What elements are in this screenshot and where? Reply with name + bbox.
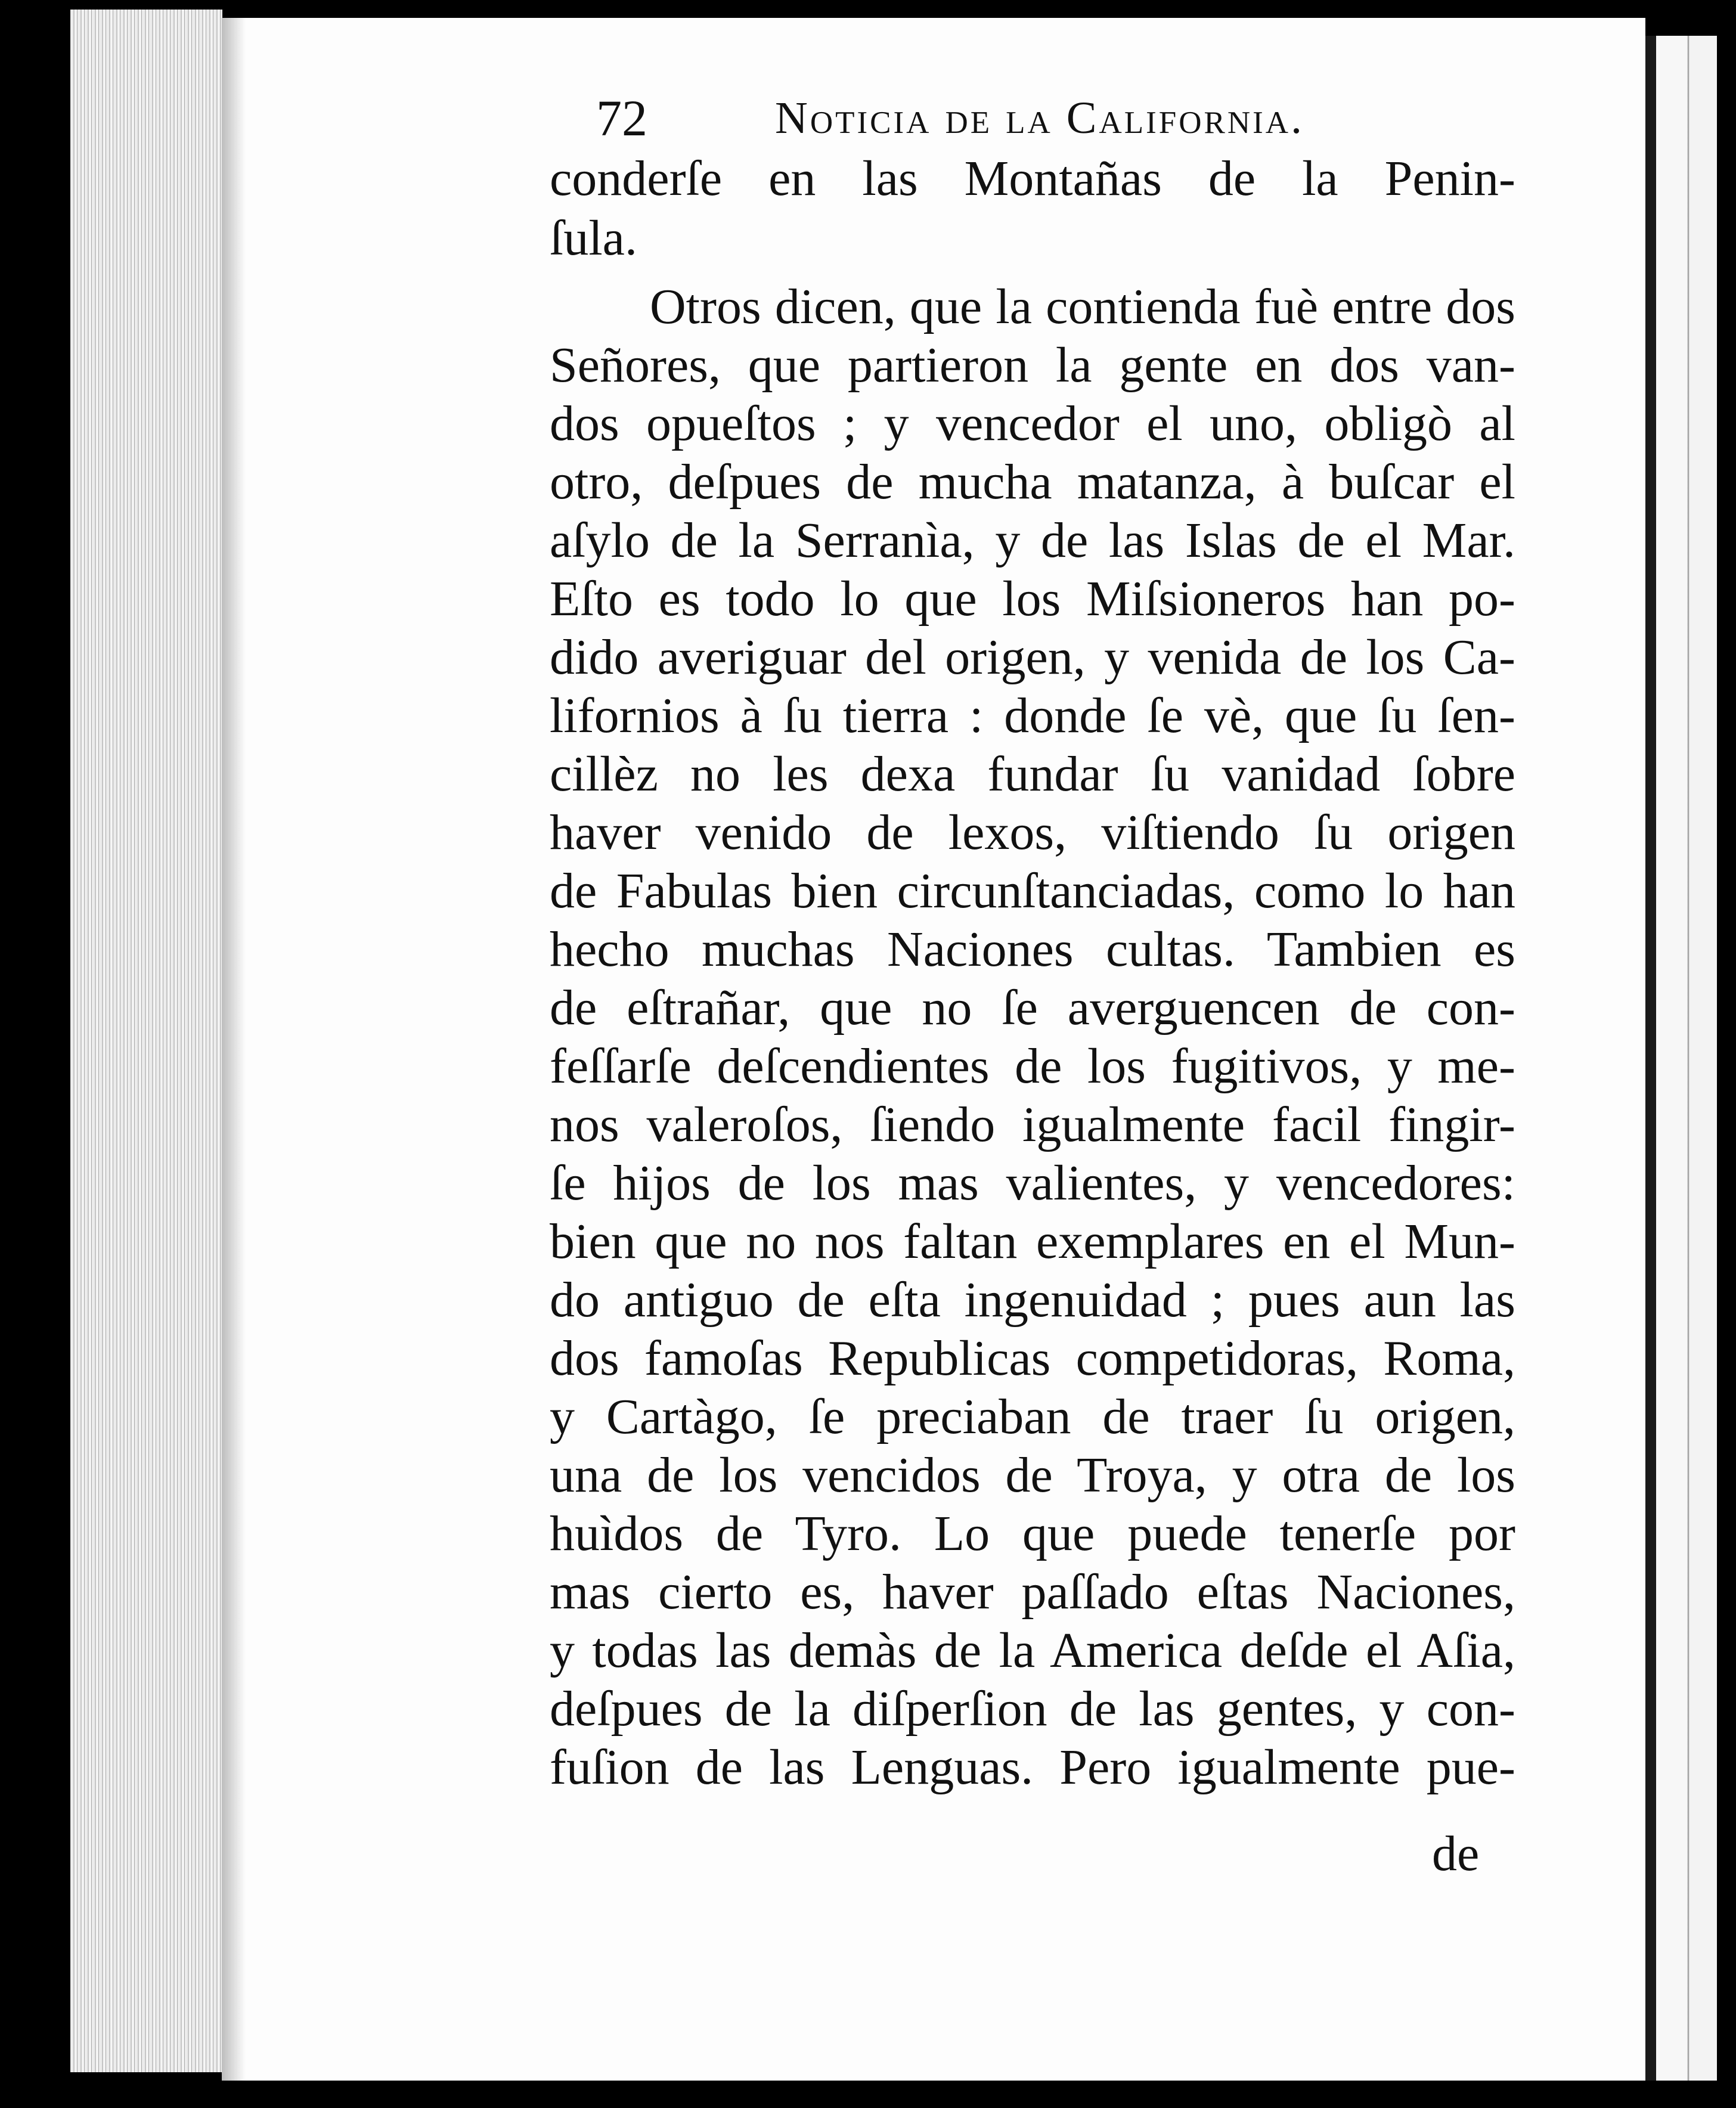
text-line: do antiguo de eſta ingenuidad ; pues aun las	[550, 1272, 1515, 1328]
paragraph-start-line: Otros dicen, que la contienda fuè entre dos	[650, 279, 1515, 334]
text-line: feſſarſe deſcendientes de los fugitivos, y me-	[550, 1038, 1515, 1094]
facing-page-edge	[1645, 36, 1717, 2081]
text-line: cillèz no les dexa fundar ſu vanidad ſobre	[550, 746, 1515, 802]
text-line: fuſion de las Lenguas. Pero igualmente pue-	[550, 1740, 1515, 1795]
text-line: mas cierto es, haver paſſado eſtas Naciones,	[550, 1564, 1515, 1620]
catchword: de	[1432, 1826, 1480, 1881]
text-line: aſylo de la Serranìa, y de las Islas de el Mar.	[550, 513, 1515, 568]
text-line: ſe hijos de los mas valientes, y vencedores:	[550, 1155, 1515, 1211]
text-line: Eſto es todo lo que los Miſsioneros han po-	[550, 571, 1515, 627]
text-line: nos valeroſos, ſiendo igualmente facil fingir-	[550, 1097, 1515, 1152]
page-number: 72	[596, 89, 647, 147]
text-line: ſula.	[550, 210, 637, 266]
text-line: haver venido de lexos, viſtiendo ſu origen	[550, 805, 1515, 860]
text-line: otro, deſpues de mucha matanza, à buſcar el	[550, 454, 1515, 510]
text-line: dido averiguar del origen, y venida de los Ca-	[550, 630, 1515, 685]
text-line: de Fabulas bien circunſtanciadas, como lo han	[550, 863, 1515, 919]
page-header	[596, 88, 1365, 154]
text-line: una de los vencidos de Troya, y otra de los	[550, 1447, 1515, 1503]
gutter-shadow	[222, 18, 246, 2081]
text-line: y todas las demàs de la America deſde el Aſia,	[550, 1623, 1515, 1678]
text-line: y Cartàgo, ſe preciaban de traer ſu origen,	[550, 1389, 1515, 1444]
text-line: deſpues de la diſperſion de las gentes, y con-	[550, 1681, 1515, 1737]
text-line: Señores, que partieron la gente en dos van-	[550, 337, 1515, 393]
running-head: Noticia de la California.	[775, 93, 1305, 143]
text-line: hecho muchas Naciones cultas. Tambien es	[550, 922, 1515, 977]
text-line: bien que no nos faltan exemplares en el Mun-	[550, 1214, 1515, 1269]
text-line: lifornios à ſu tierra : donde ſe vè, que ſu ſen-	[550, 688, 1515, 743]
text-line: dos famoſas Republicas competidoras, Roma,	[550, 1331, 1515, 1386]
page-edges-stack	[70, 10, 222, 2072]
text-line: de eſtrañar, que no ſe averguencen de con-	[550, 980, 1515, 1036]
text-line: huìdos de Tyro. Lo que puede tenerſe por	[550, 1506, 1515, 1561]
text-line: dos opueſtos ; y vencedor el uno, obligò al	[550, 396, 1515, 451]
text-line: conderſe en las Montañas de la Penin-	[550, 151, 1515, 206]
